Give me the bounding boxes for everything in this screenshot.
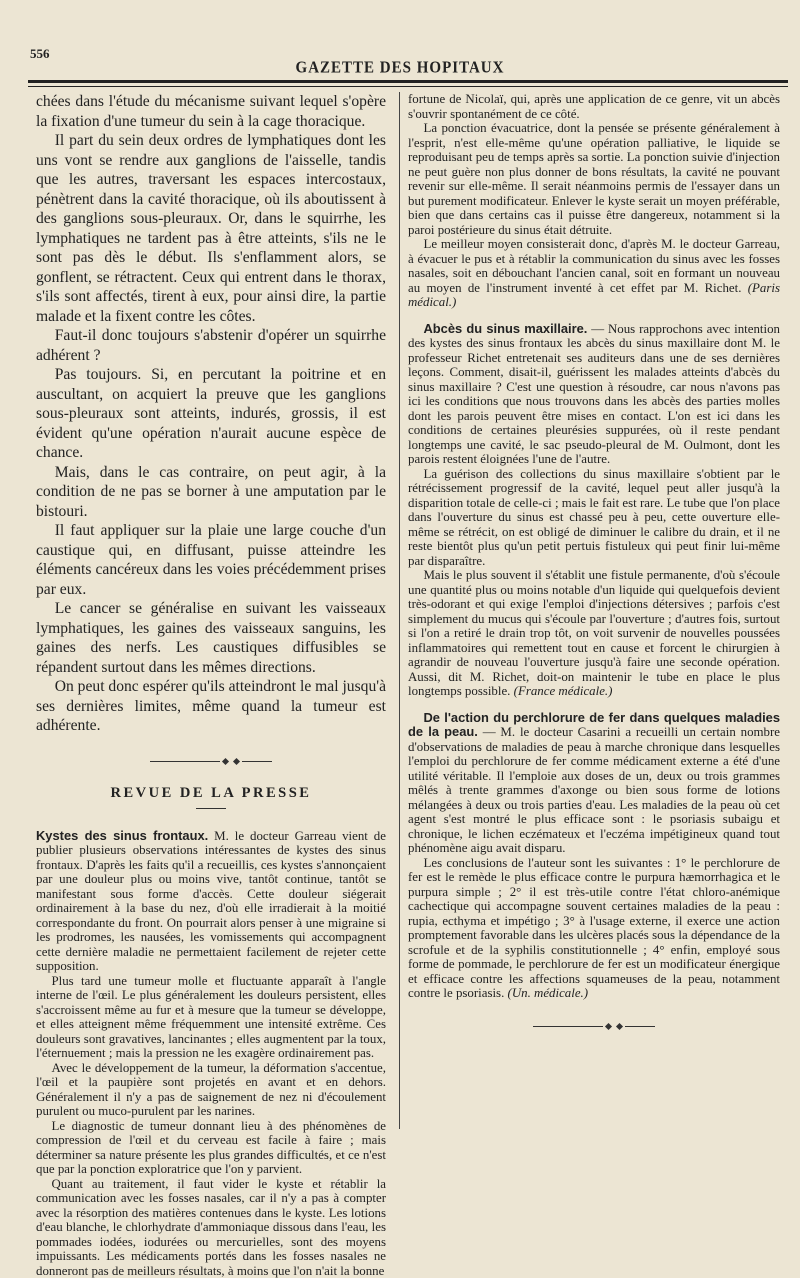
right-column: [408, 92, 780, 1050]
paragraph: chées dans l'étude du mécanisme suivant lequel s'opère la fixation d'une tumeur du sein à la cage thoracique.: [36, 92, 386, 131]
paragraph-text: Le meilleur moyen consisterait donc, d'après M. le docteur Garreau, à évacuer le pus et à rétablir la communication du sinus avec les fosses nasales, soit en débouchant l'ancien canal, soit en formant un nouveau au moyen de l'instrument inventé à cet effet par M. Richet.: [408, 237, 780, 295]
end-ornament: [408, 1021, 780, 1032]
paragraph-text: — M. le docteur Casarini a recueilli un certain nombre d'observations de maladies de peau à marche chronique dans lesquelles l'emploi du perchlorure de fer comme médicament externe a été d'une utilité véritable. Il l'emploie aux doses de un, deux ou trois grammes mêlés à trente grammes d'axonge ou bien sous forme de lotions mélangées à deux ou trois parties d'eau. Les maladies de la peau où cet agent s'est montré le plus efficace sont : le psoriasis subaigu et chronique, le lichen eczémateux et l'eczéma impétigineux quand tout phénomène aigu avait disparu.: [408, 725, 780, 855]
kystes-article: [36, 829, 386, 1278]
left-column: [36, 92, 386, 1278]
paragraph-text: Les conclusions de l'auteur sont les suivantes : 1° le perchlorure de fer est le remède le plus efficace contre le purpura hæmorrhagica et le purpura simple ; 2° il est très-utile contre l'état chloro-anémique cachectique qui accompagne souvent certaines maladies de la peau : rupia, ecthyma et impétigo ; 3° à l'usage externe, il exerce une action promptement favorable dans les ulcères placés sous la dépendance de la scrofule et de la syphilis constitutionnelle ; 4° enfin, employé sous forme de pommade, le perchlorure de fer est un modificateur énergique et efficace contre les affections squameuses de la peau, notamment contre le psoriasis.: [408, 856, 780, 1001]
source-citation: (France médicale.): [514, 684, 613, 698]
header-rule-thin: [28, 86, 788, 87]
paragraph: La guérison des collections du sinus maxillaire s'obtient par le rétrécissement progressif de la cavité, lequel peut aller jusqu'à la disparition totale de celle-ci ; mais le fait est rare. Le tube que l'on place dans l'ouverture du sinus est chassé peu à peu, cette ouverture elle-même se rétrécit, on est obligé de diminuer le calibre du drain, et il ne reste bientôt plus qu'un petit pertuis fistuleux qui peut finir lui-même par disparaître.: [408, 467, 780, 569]
source-citation: (Un. médicale.): [508, 986, 589, 1000]
section-title: REVUE DE LA PRESSE: [36, 785, 386, 802]
paragraph: fortune de Nicolaï, qui, après une application de ce genre, vit un abcès s'ouvrir spontanément de ce côté.: [408, 92, 780, 121]
paragraph: [408, 568, 780, 699]
paragraph: Avec le développement de la tumeur, la déformation s'accentue, l'œil et la paupière sont projetés en avant et en dehors. Généralement il n'y a pas de saignement de nez ni d'écoulement purulent ou muco-purulent par les narines.: [36, 1061, 386, 1119]
article-heading: De l'action du perchlorure de fer dans quelques maladies de la peau.: [408, 710, 780, 740]
article-heading: Abcès du sinus maxillaire.: [423, 321, 587, 336]
squirrhe-article: [36, 92, 386, 736]
paragraph-text: M. le docteur Garreau vient de publier plusieurs observations intéressantes de kystes des sinus frontaux. D'après les faits qu'il a recueillis, ces kystes s'annonçaient par une douleur plus ou moins vive, tantôt continue, tantôt se manifestant sous forme d'accès. Cette douleur siégerait ordinairement à la base du nez, d'où elle irradierait à la moitié correspondante du front. On pourrait alors penser à une migraine si les prodromes, les nausées, les vomissements qui accompagnent cette dernière maladie ne permettaient facilement de rejeter cette supposition.: [36, 829, 386, 974]
article-heading: Kystes des sinus frontaux.: [36, 828, 208, 843]
paragraph: [408, 237, 780, 310]
paragraph: Faut-il donc toujours s'abstenir d'opérer un squirrhe adhérent ?: [36, 326, 386, 365]
source-citation: (Paris médical.): [408, 281, 780, 310]
paragraph: Le diagnostic de tumeur donnant lieu à des phénomènes de compression de l'œil et du cerveau est facile à faire ; mais déterminer sa nature présente les plus grandes difficultés, et ce n'est que par la ponction exploratrice que l'on y parvient.: [36, 1119, 386, 1177]
journal-title: GAZETTE DES HOPITAUX: [0, 59, 800, 79]
column-divider: [399, 92, 400, 1129]
paragraph: Plus tard une tumeur molle et fluctuante apparaît à l'angle interne de l'œil. Le plus généralement les douleurs persistent, elles s'accroissent même au fur et à mesure que la tumeur se développe, et elles atteignent même fréquemment une intensité extrême. Ces douleurs sont gravatives, lancinantes ; elles augmentent par la toux, l'éternuement ; mais la pression ne les exagère ordinairement pas.: [36, 974, 386, 1061]
paragraph: Pas toujours. Si, en percutant la poitrine et en auscultant, on acquiert la preuve que les ganglions sous-pleuraux sont atteints, indurés, grossis, il est évident qu'une opération n'aurait aucune espèce de chance.: [36, 365, 386, 463]
paragraph: Mais, dans le cas contraire, on peut agir, à la condition de ne pas se borner à une amputation par le bistouri.: [36, 463, 386, 522]
header-rule-thick: [28, 80, 788, 83]
paragraph-text: Mais le plus souvent il s'établit une fistule permanente, d'où s'écoule une quantité plus ou moins notable d'un liquide qui quelquefois devient très-odorant et qui exige l'emploi d'injections détersives ; parfois c'est simplement du mucus qui s'écoule par l'ouverture ; d'autres fois, surtout si l'on a retiré le drain trop tôt, on voit survenir de nouvelles poussées inflammatoires qui remettent tout en cause et forcent le chirurgien à agrandir de nouveau l'ouverture jusqu'à faire une seconde opération. Aussi, dit M. Richet, doit-on maintenir le tube en place le plus longtemps possible.: [408, 568, 780, 698]
paragraph: Le cancer se généralise en suivant les vaisseaux lymphatiques, les gaines des vaisseaux sanguins, les gaines des nerfs. Les caustiques diffusibles se répandent surtout dans les mêmes directions.: [36, 599, 386, 677]
paragraph: [408, 322, 780, 467]
paragraph: Il part du sein deux ordres de lymphatiques dont les uns vont se rendre aux ganglions de l'aisselle, tandis que les autres, traversant les espaces intercostaux, pénètrent dans la cavité thoracique, où ils aboutissent à des ganglions sous-pleuraux. Or, dans le squirrhe, les lymphatiques ne tardent pas à être atteints, s'ils ne le sont pas dès le début. Ils s'enflamment alors, se gonflent, se rétractent. Ceux qui entrent dans le thorax, s'ils sont affectés, tirent à eux, pour ainsi dire, la partie malade et la fixent contre les côtes.: [36, 131, 386, 326]
page-number: 556: [30, 46, 50, 62]
section-ornament: [36, 756, 386, 767]
paragraph: Il faut appliquer sur la plaie une large couche d'un caustique qui, en diffusant, puisse atteindre les éléments cancéreux dans les voies précédemment prises par eux.: [36, 521, 386, 599]
paragraph: [36, 829, 386, 974]
paragraph-text: — Nous rapprochons avec intention des kystes des sinus frontaux les abcès du sinus maxillaire dont M. le professeur Richet entretenait ses auditeurs dans une de ses dernières leçons. Comment, disait-il, guérissent les malades atteints d'abcès du sinus maxillaire ? C'est une question à résoudre, car nous n'avons pas ici les conditions que nous trouvons dans les abcès des parties molles dont les parois peuvent être mises en contact. L'on est ici dans les conditions de certaines pleurésies suppurées, où il reste pendant longtemps une cavité, le sac pseudo-pleural de M. Oulmont, dont les parois restent éloignées l'une de l'autre.: [408, 322, 780, 467]
paragraph: La ponction évacuatrice, dont la pensée se présente généralement à l'esprit, n'est elle-même qu'une opération palliative, le liquide se reproduisant peu de temps après sa sortie. La ponction suivie d'injection ne peut guère non plus donner de bons résultats, la cavité ne pouvant revenir sur elle-même. Il serait néanmoins permis de l'essayer dans un but purement modificateur. Enlever le kyste serait un moyen préférable, bien que dans certains cas il puisse être dangereux, notamment si la paroi postérieure du sinus était détruite.: [408, 121, 780, 237]
paragraph: Quant au traitement, il faut vider le kyste et rétablir la communication avec les fosses nasales, car il n'y a pas à compter avec la résorption des matières contenues dans le kyste. Les lotions d'eau blanche, le chlorhydrate d'ammoniaque dissous dans l'eau, les pommades iodées, iodurées ou mercurielles, sont des moyens impuissants. Les médicaments portés dans les fosses nasales ne donneront pas de meilleurs résultats, à moins que l'on n'ait la bonne: [36, 1177, 386, 1278]
paragraph: [408, 856, 780, 1001]
paragraph: [408, 711, 780, 856]
paragraph: On peut donc espérer qu'ils atteindront le mal jusqu'à ses dernières limites, même quand la tumeur est adhérente.: [36, 677, 386, 736]
section-rule: [196, 808, 226, 809]
